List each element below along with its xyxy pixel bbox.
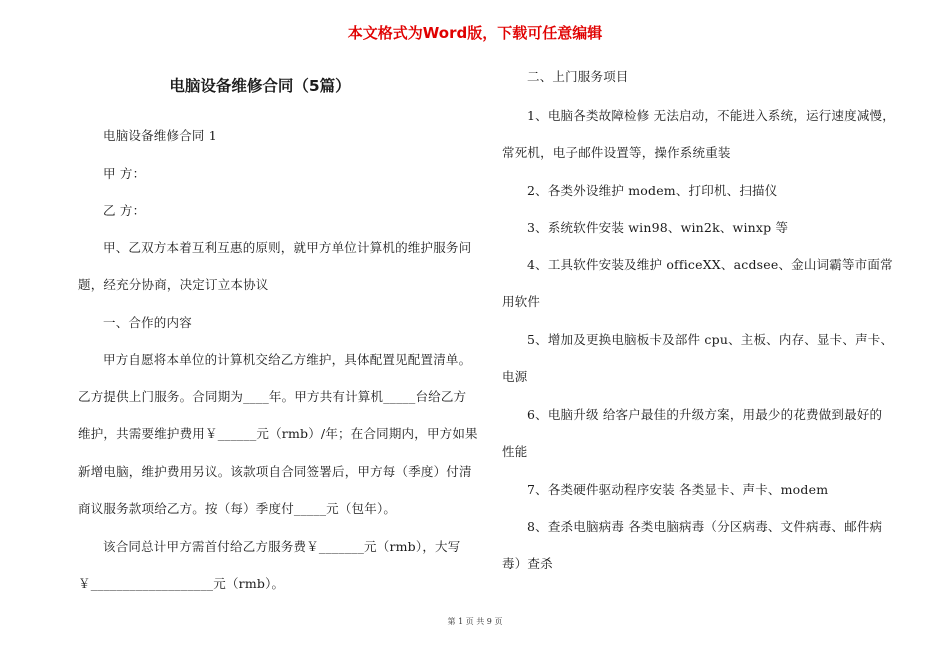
service-item: 1、电脑各类故障检修 无法启动，不能进入系统，运行速度减慢， <box>527 108 895 123</box>
paragraph-line: 新增电脑，维护费用另议。该款项自合同签署后，甲方每（季度）付清 <box>78 464 472 479</box>
service-item-cont: 常死机，电子邮件设置等，操作系统重装 <box>502 145 731 160</box>
section-heading: 一、合作的内容 <box>103 315 192 330</box>
paragraph-line: 题，经充分协商，决定订立本协议 <box>78 277 269 292</box>
service-item: 2、各类外设维护 modem、打印机、扫描仪 <box>527 183 778 198</box>
paragraph-line: 甲、乙双方本着互利互惠的原则，就甲方单位计算机的维护服务问 <box>103 240 472 255</box>
party-a-line: 甲 方： <box>103 166 146 181</box>
service-item-cont: 电源 <box>502 369 528 384</box>
paragraph-line: 甲方自愿将本单位的计算机交给乙方维护，具体配置见配置清单。 <box>103 352 472 367</box>
contract-heading: 电脑设备维修合同 1 <box>103 128 217 143</box>
service-item: 8、查杀电脑病毒 各类电脑病毒（分区病毒、文件病毒、邮件病 <box>527 519 883 534</box>
service-item-cont: 用软件 <box>502 294 541 309</box>
section-heading: 二、上门服务项目 <box>527 69 629 84</box>
page-footer: 第 1 页 共 9 页 <box>447 617 503 626</box>
service-item: 6、电脑升级 给客户最佳的升级方案，用最少的花费做到最好的 <box>527 407 883 422</box>
paragraph-line: 商议服务款项给乙方。按（每）季度付_____元（包年）。 <box>78 501 397 516</box>
format-banner: 本文格式为Word版，下载可任意编辑 <box>347 24 603 42</box>
service-item: 7、各类硬件驱动程序安装 各类显卡、声卡、modem <box>527 482 829 497</box>
document-title: 电脑设备维修合同（5篇） <box>169 77 351 95</box>
service-item: 3、系统软件安装 win98、win2k、winxp 等 <box>527 220 789 235</box>
paragraph-line: 该合同总计甲方需首付给乙方服务费￥_______元（rmb），大写 <box>103 539 461 554</box>
service-item-cont: 毒）查杀 <box>502 556 553 571</box>
service-item: 5、增加及更换电脑板卡及部件 cpu、主板、内存、显卡、声卡、 <box>527 332 894 347</box>
paragraph-line: 乙方提供上门服务。合同期为____年。甲方共有计算机_____台给乙方 <box>78 389 467 404</box>
service-item-cont: 性能 <box>502 444 528 459</box>
paragraph-line: 维护，共需要维护费用￥______元（rmb）/年；在合同期内，甲方如果 <box>78 426 478 441</box>
paragraph-line: ￥___________________元（rmb）。 <box>78 576 285 591</box>
party-b-line: 乙 方： <box>103 203 146 218</box>
service-item: 4、工具软件安装及维护 officeXX、acdsee、金山词霸等市面常 <box>527 257 893 272</box>
